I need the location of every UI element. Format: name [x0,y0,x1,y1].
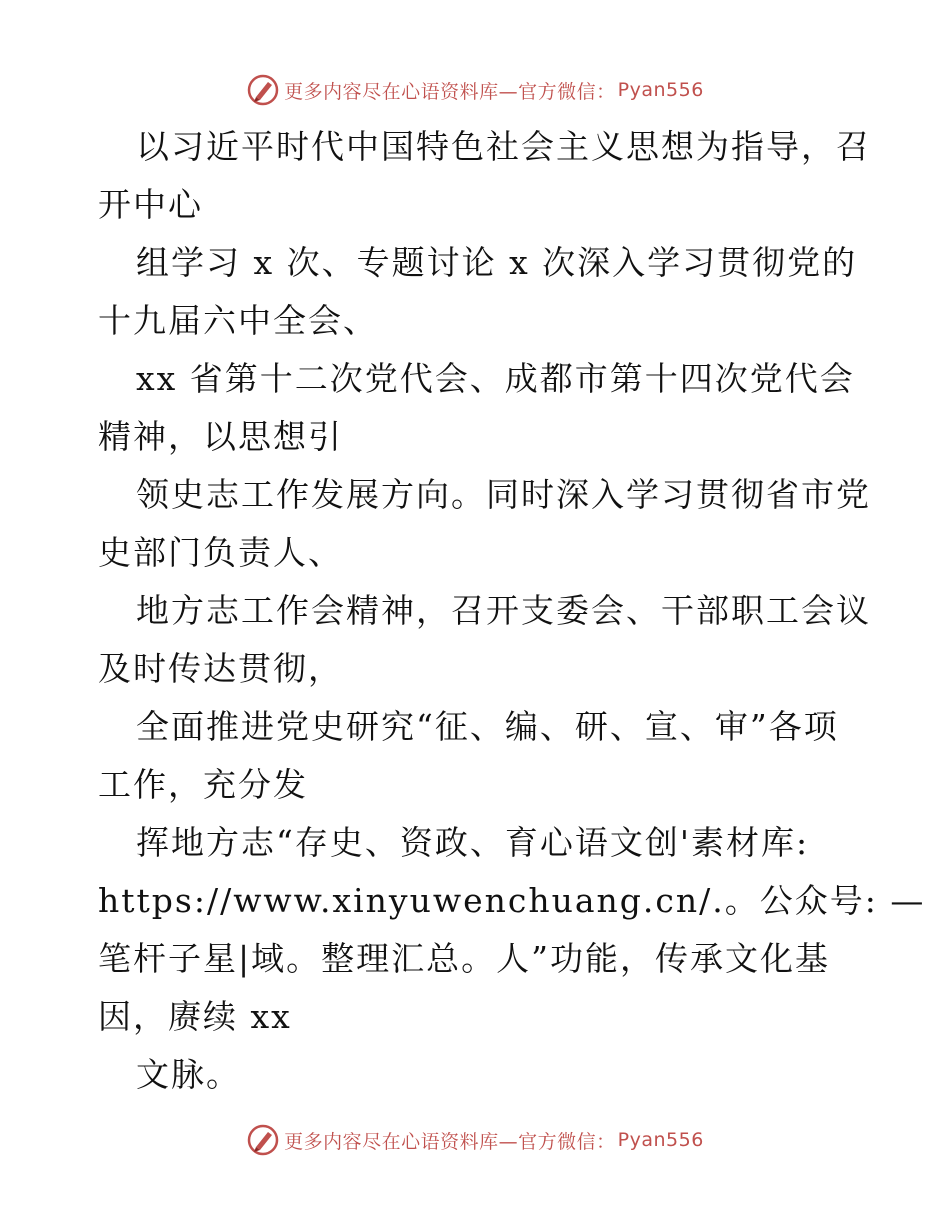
body-line: 及时传达贯彻， [98,649,343,688]
body-line: 工作，充分发 [98,765,308,804]
body-line: 组学习 x 次、专题讨论 x 次深入学习贯彻党的 [136,243,858,282]
header-banner-text: 更多内容尽在心语资料库—官方微信： [284,80,616,103]
footer-wechat-id: Pyan556 [617,1129,704,1151]
body-line: https://www.xinyuwenchuang.cn/.。公众号: — [98,881,926,920]
header-wechat-id: Pyan556 [617,79,704,101]
pen-logo-icon [246,1123,280,1157]
footer-banner-text: 更多内容尽在心语资料库—官方微信： [284,1130,616,1153]
body-line: 全面推进党史研究“征、编、研、宣、审”各项 [136,707,839,746]
body-line: 领史志工作发展方向。同时深入学习贯彻省市党 [136,475,871,514]
body-line: 挥地方志“存史、资政、育心语文创'素材库: [136,823,810,862]
body-line: 精神，以思想引 [98,417,343,456]
body-line: 文脉。 [136,1055,241,1094]
body-line: 笔杆子星|域。整理汇总。人”功能，传承文化基 [98,939,830,978]
body-line: 地方志工作会精神，召开支委会、干部职工会议 [136,591,871,630]
header-banner [0,70,950,110]
body-line: 十九届六中全会、 [98,301,378,340]
body-line: 开中心 [98,185,203,224]
footer-banner [0,1120,950,1160]
body-line: xx 省第十二次党代会、成都市第十四次党代会 [136,359,855,398]
body-line: 史部门负责人、 [98,533,343,572]
document-body [98,118,926,1104]
body-line: 以习近平时代中国特色社会主义思想为指导，召 [136,127,871,166]
body-line: 因，赓续 xx [98,997,292,1036]
pen-logo-icon [246,73,280,107]
